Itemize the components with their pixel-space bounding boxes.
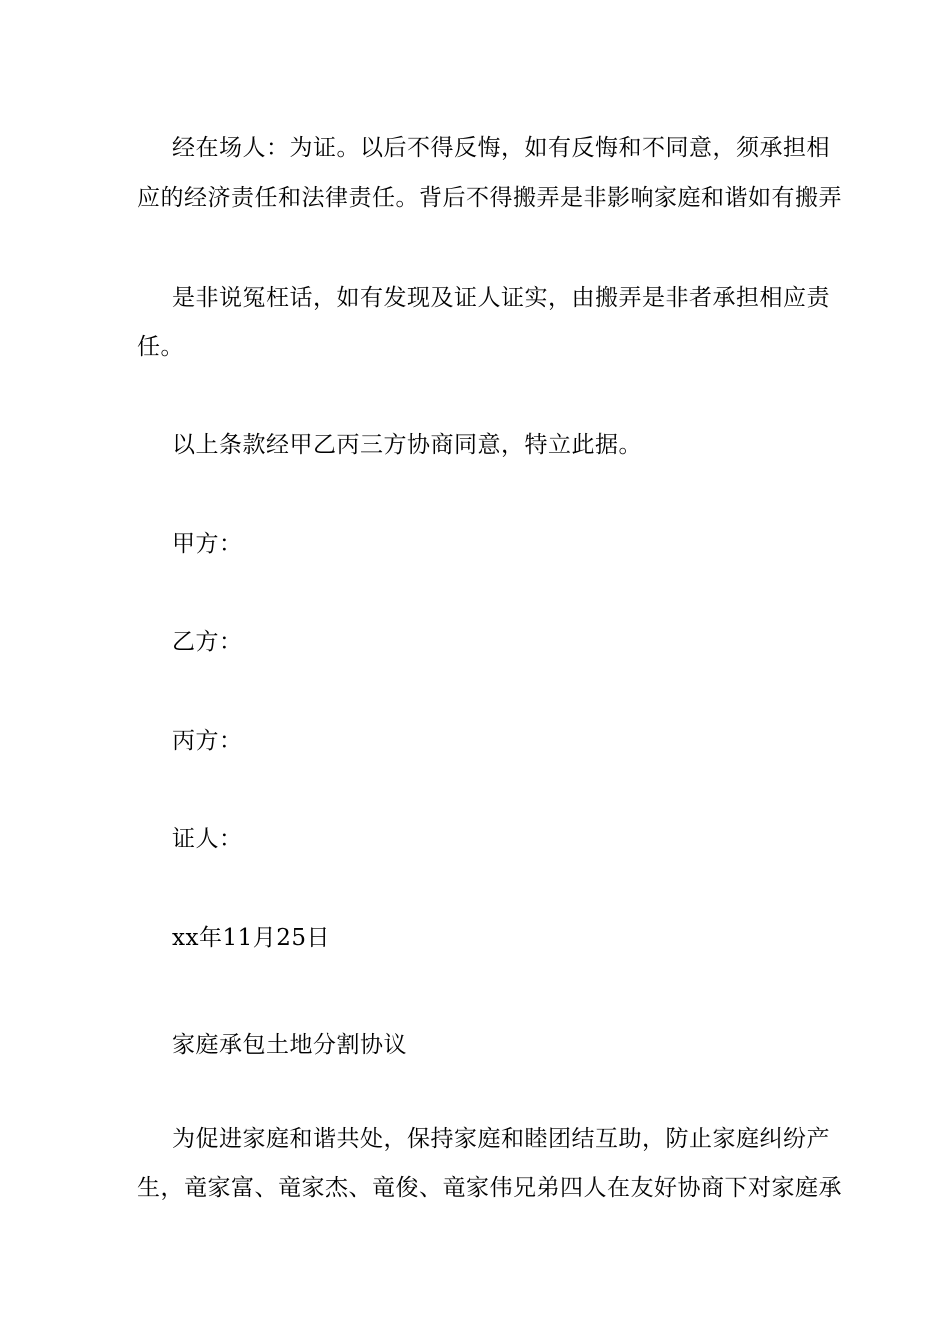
document-date: xx年11月25日 <box>172 925 330 951</box>
paragraph-line: 任。 <box>137 334 184 360</box>
paragraph-line: 为促进家庭和谐共处，保持家庭和睦团结互助，防止家庭纠纷产 <box>172 1126 830 1152</box>
witness-signature-label: 证人： <box>172 826 243 852</box>
paragraph-line: 经在场人：为证。以后不得反悔，如有反悔和不同意，须承担相 <box>172 135 830 161</box>
party-c-signature-label: 丙方： <box>172 728 243 754</box>
party-b-signature-label: 乙方： <box>172 629 243 655</box>
paragraph-line: 是非说冤枉话，如有发现及证人证实，由搬弄是非者承担相应责 <box>172 285 830 311</box>
section-title: 家庭承包土地分割协议 <box>172 1032 407 1058</box>
paragraph-line: 生，竜家富、竜家杰、竜俊、竜家伟兄弟四人在友好协商下对家庭承 <box>137 1175 842 1201</box>
party-a-signature-label: 甲方： <box>172 531 243 557</box>
paragraph-line: 以上条款经甲乙丙三方协商同意，特立此据。 <box>172 432 642 458</box>
paragraph-line: 应的经济责任和法律责任。背后不得搬弄是非影响家庭和谐如有搬弄 <box>137 185 842 211</box>
